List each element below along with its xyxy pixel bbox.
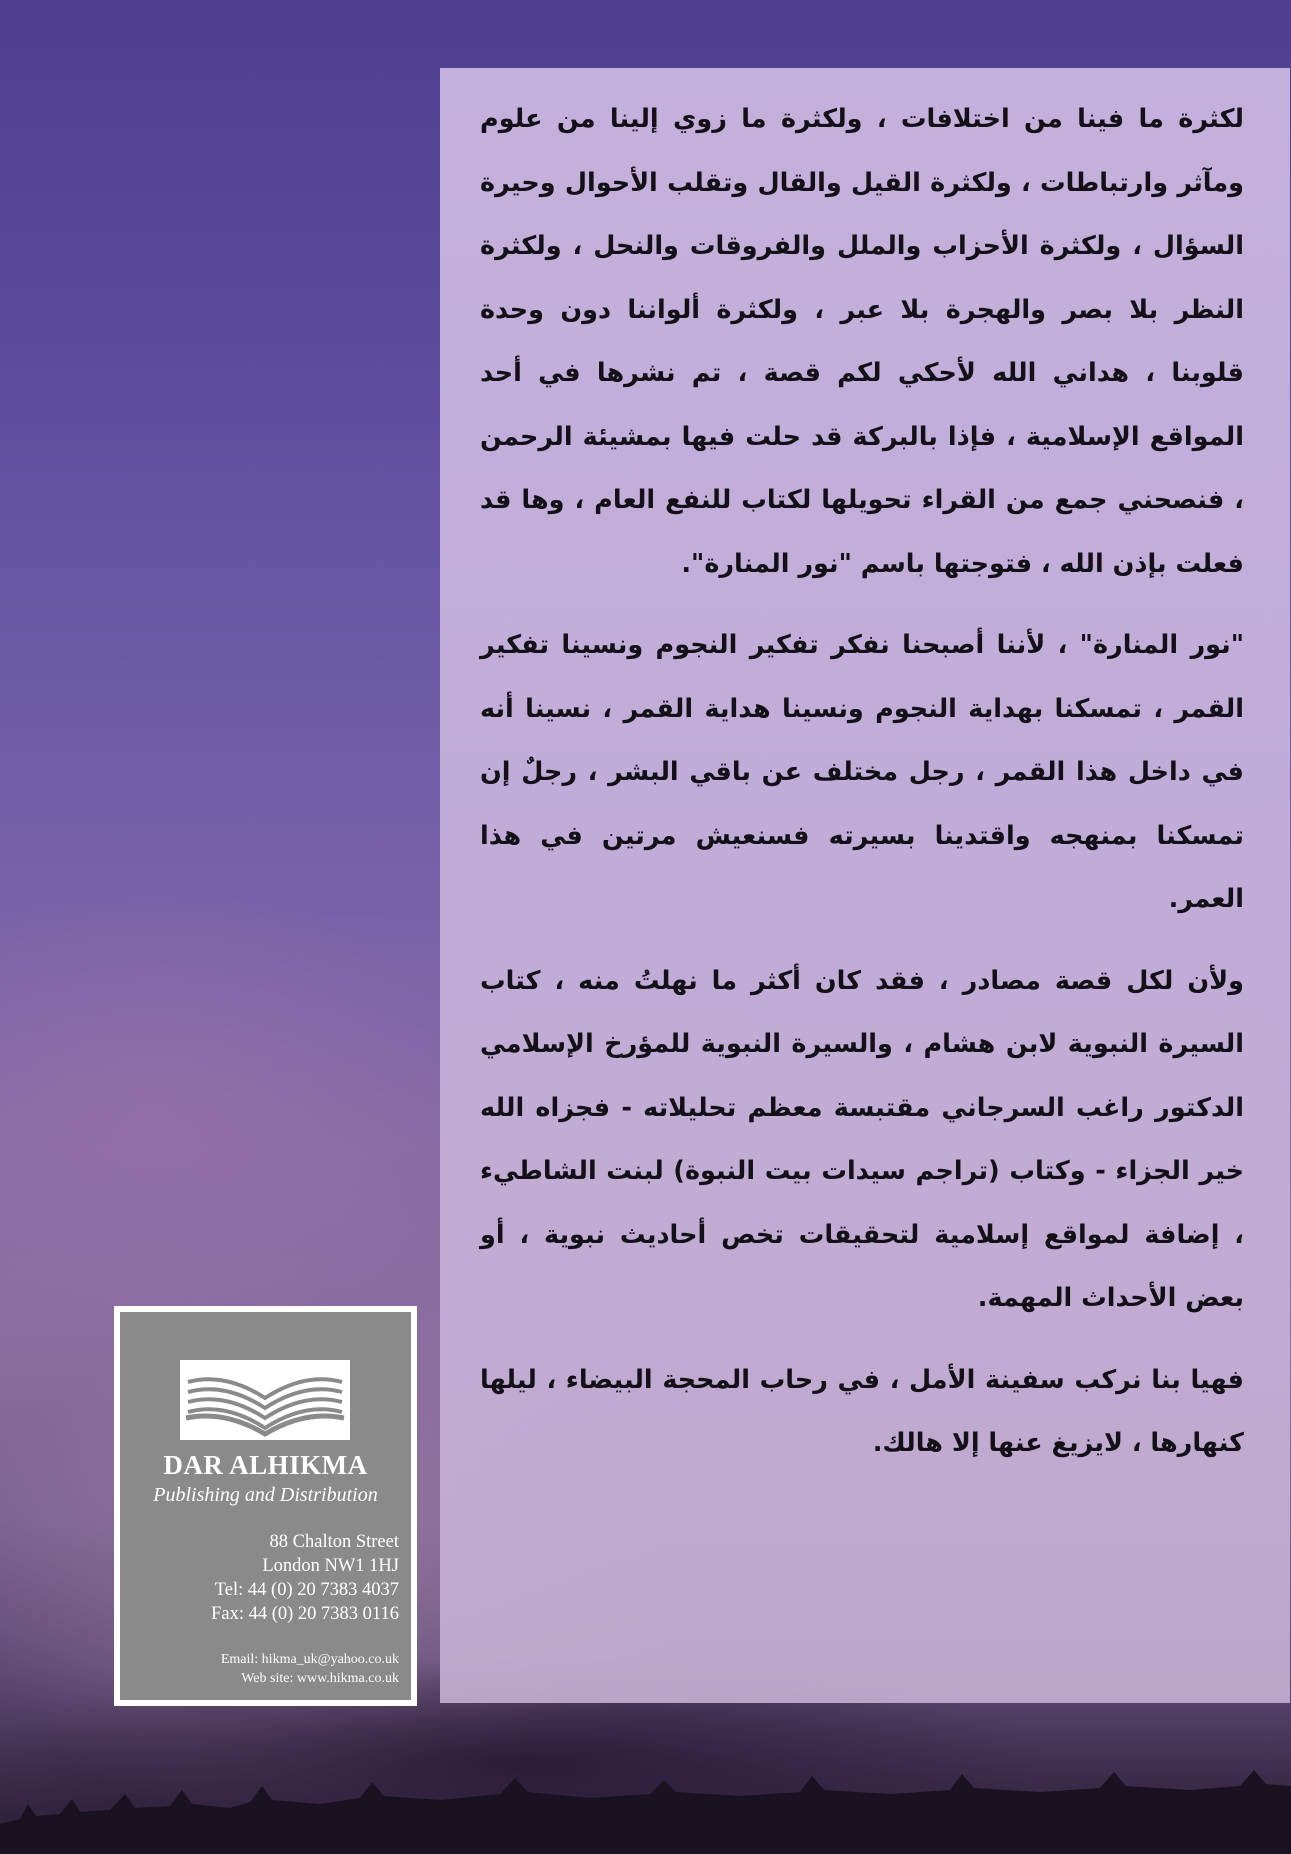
publisher-address [211,1530,399,1626]
publisher-tagline: Publishing and Distribution [153,1484,378,1506]
publisher-info-box [114,1306,417,1706]
back-cover-text-panel [440,68,1290,1703]
telephone: Tel: 44 (0) 20 7383 4037 [214,1580,399,1600]
fax: Fax: 44 (0) 20 7383 0116 [211,1604,399,1624]
website: Web site: www.hikma.co.uk [241,1671,399,1686]
paragraph-sources: ولأن لكل قصة مصادر ، فقد كان أكثر ما نهلتُ منه ، كتاب السيرة النبوية لابن هشام ، والسيرة النبوية للمؤرخ الإسلامي الدكتور راغب السرجاني مقتبسة معظم تحليلاته - فجزاه الله خير الجزاء - وكتاب (تراجم سيدات بيت النبوة) لبنت الشاطيء ، إضافة لمواقع إسلامية لتحقيقات تخص أحاديث نبوية ، أو بعض الأحداث المهمة. [480,965,1244,1313]
publisher-info-inner [120,1312,411,1700]
paragraph-intro: لكثرة ما فينا من اختلافات ، ولكثرة ما زوي إلينا من علوم ومآثر وارتباطات ، ولكثرة القيل والقال وتقلب الأحوال وحيرة السؤال ، ولكثرة الأحزاب والملل والفروقات والنحل ، ولكثرة النظر بلا بصر والهجرة بلا عبر ، ولكثرة ألواننا دون وحدة قلوبنا ، هداني الله لأحكي لكم قصة ، تم نشرها في أحد المواقع الإسلامية ، فإذا بالبركة قد حلت فيها بمشيئة الرحمن ، فنصحني جمع من القراء تحويلها لكتاب للنفع العام ، وها قد فعلت بإذن الله ، فتوجتها باسم "نور المنارة". [480,104,1244,579]
publisher-name: DAR ALHIKMA [163,1450,368,1480]
address-city: London NW1 1HJ [262,1556,399,1576]
paragraph-title-meaning: "نور المنارة" ، لأننا أصبحنا نفكر تفكير النجوم ونسينا تفكير القمر ، تمسكنا بهداية النجوم ونسينا هداية القمر ، نسينا أنه في داخل هذا القمر ، رجل مختلف عن باقي البشر ، رجلٌ إن تمسكنا بمنهجه واقتدينا بسيرته فسنعيش مرتين في هذا العمر. [480,630,1244,914]
publisher-contact [221,1650,399,1688]
email: Email: hikma_uk@yahoo.co.uk [220,1652,399,1667]
open-book-logo-icon [180,1360,350,1440]
address-street: 88 Chalton Street [269,1532,399,1552]
treeline-silhouette [0,1764,1291,1854]
paragraph-closing: فهيا بنا نركب سفينة الأمل ، في رحاب المحجة البيضاء ، ليلها كنهارها ، لايزيغ عنها إلا هالك. [480,1364,1244,1458]
